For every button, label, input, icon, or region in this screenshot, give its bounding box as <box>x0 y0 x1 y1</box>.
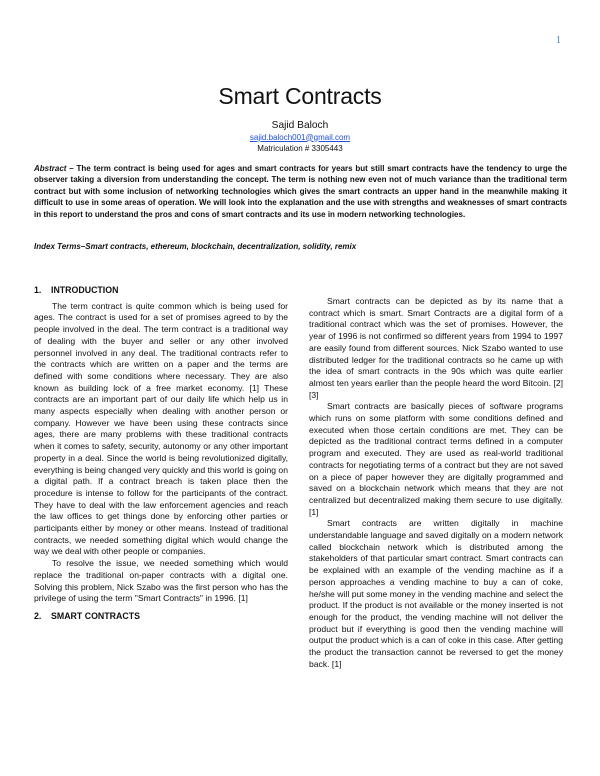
left-column <box>34 285 288 623</box>
matriculation-number: Matriculation # 3305443 <box>257 144 343 153</box>
author-email-link[interactable]: sajid.baloch001@gmail.com <box>249 132 351 142</box>
paragraph: To resolve the issue, we needed something which would replace the traditional on-paper contracts with a digital one. Solving this problem, Nick Szabo was the first person who has the privilege of using the term "Smart Contracts" in 1996. [1] <box>34 558 288 604</box>
section-title: SMART CONTRACTS <box>51 610 140 621</box>
paper-title: Smart Contracts <box>218 83 382 109</box>
index-terms: Index Terms–Smart contracts, ethereum, blockchain, decentralization, solidity, remix <box>34 242 357 251</box>
paragraph: Smart contracts are basically pieces of software programs which runs on some platform with some conditions defined and executed when those certain conditions are met. They can be depicted as the traditional contract terms defined in a computer program and executed. They are used as real-world traditional contracts for negotiating terms of a contract but they are not saved on a piece of paper however they are digitally programmed and saved on a blockchain network which means that they are not centralized but decentralized making them secure to use digitally. [1] <box>309 401 563 517</box>
section-title: INTRODUCTION <box>51 285 119 295</box>
author-block <box>0 120 600 155</box>
section-number: 2. <box>34 610 42 621</box>
paragraph: Smart contracts can be depicted as by its name that a contract which is smart. Smart Contracts are a digital form of a traditional contract which was the set of promises. However, the year of 1996 is not confirmed so different years from 1994 to 1997 are easily found from different sources. Nick Szabo wanted to use distributed ledger for the traditional contracts so he came up with the idea of smart contracts in the 90s which was quite earlier almost ten years earlier than the people heard the word Bitcoin. [2] [3] <box>309 296 563 400</box>
author-name: Sajid Baloch <box>271 120 329 131</box>
section-heading-smart-contracts <box>34 611 288 623</box>
page-number: 1 <box>556 35 561 46</box>
paragraph: The term contract is quite common which is being used for ages. The contract is used for a set of promises agreed to by the people involved in the deal. The term contract is a traditional way of dealing with the buyer and seller or any other involved personnel involved in any deal. The traditional contracts refer to the contracts which are written on a paper and the terms are defined with some conditions where necessary. They are also known as building lock of a free market economy. [1] These contracts are an important part of our daily life which help us in many aspects especially when dealing with another person or company. However we have been using these contracts since ages, there are many problems with these traditional contracts when it comes to safety, security, autonomy or any other important property in a deal. Since the world is being revolutionized digitally, everything is being changed very quickly and this world is going on a digital path. If a contract breach is taken place then the procedure is intense to follow for the participants of the contract. They have to deal with the law enforcement agencies and reach the law offices to get things done by enforcing other parties or participants either by money or other means. Instead of traditional contracts, we needed something digital which would change the way we deal with other people or companies. <box>34 300 288 557</box>
abstract-text: – The term contract is being used for ages and smart contracts for years but still smart contracts have the tendency to urge the observer taking a diversion from understanding the concept. The term is nothing new even not of much variance than the traditional term contract but with some inclusion of networking technologies which gives the smart contracts an upper hand in the meanwhile making it difficult to use in some areas of operation. We will look into the explanation and the use with strengths and weaknesses of smart contracts in this report to understand the pros and cons of smart contracts and its use in modern networking technologies. <box>34 164 567 219</box>
section-number: 1. <box>34 285 42 295</box>
paragraph: Smart contracts are written digitally in machine understandable language and saved digitally on a modern network called blockchain network which is distributed among the stakeholders of that particular smart contract. Smart contracts can be explained with an example of the vending machine as if a person approaches a vending machine to buy a can of coke, he/she will put some money in the vending machine and select the product. If the product is not available or the money inserted is not enough for the product, the vending machine will not deliver the product but if everything is good then the vending machine will output the product which is a can of coke in this case. After getting the product the transaction cannot be reversed to get the money back. [1] <box>309 518 563 669</box>
abstract <box>34 163 567 220</box>
section-heading-introduction <box>34 285 288 297</box>
right-column <box>309 296 563 671</box>
abstract-lead: Abstract <box>34 164 67 173</box>
